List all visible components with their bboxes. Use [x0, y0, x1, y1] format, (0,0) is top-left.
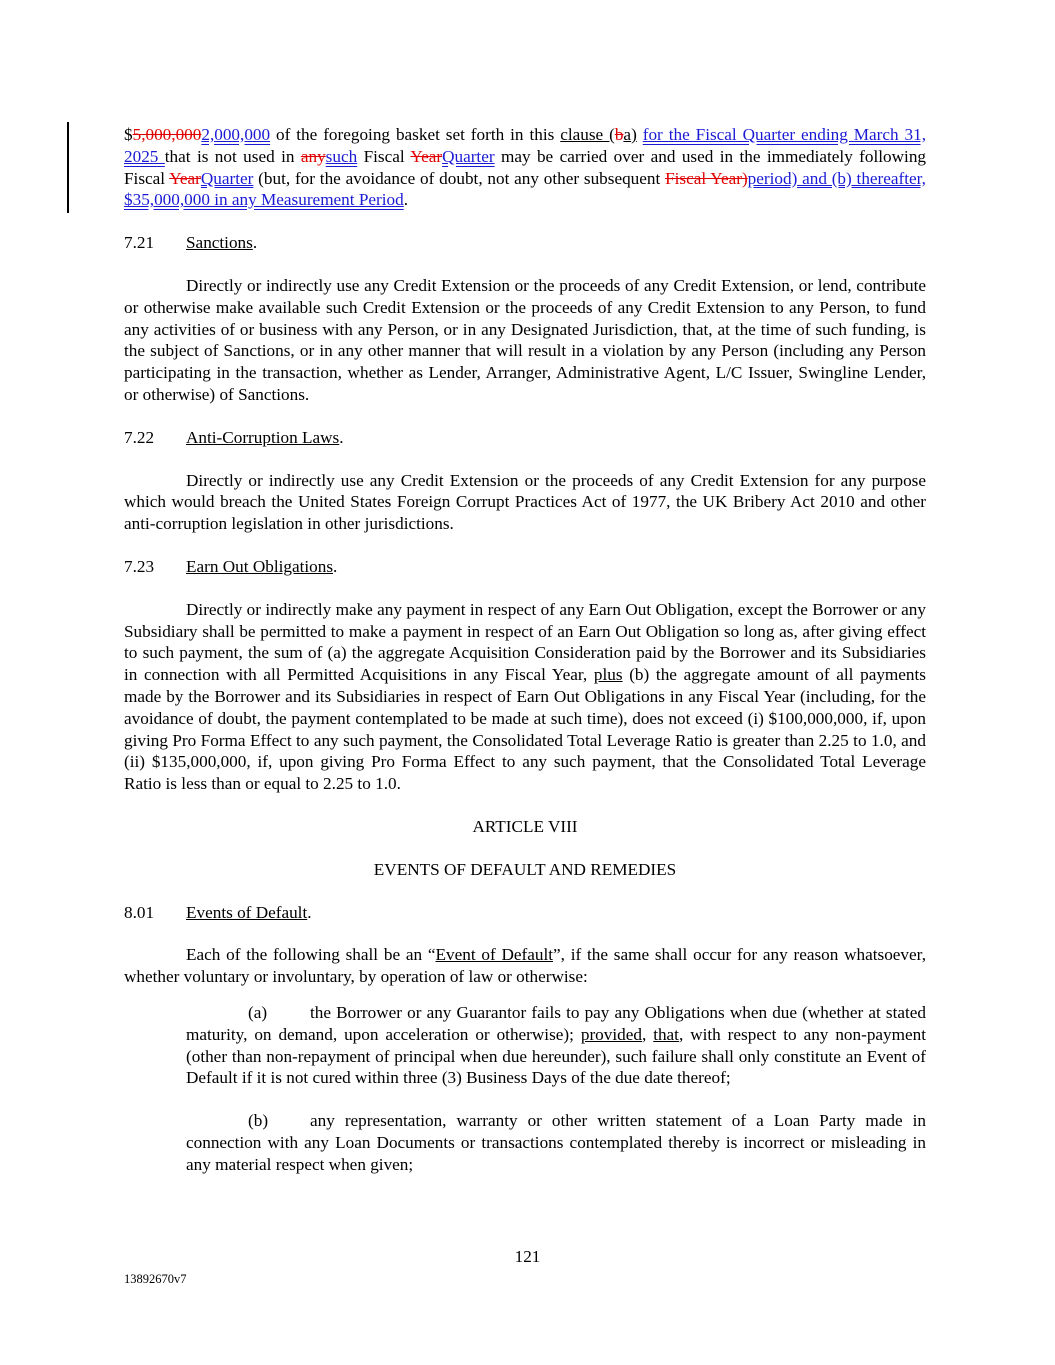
clause-a: (a) the Borrower or any Guarantor fails to pay any Obligations when due (whether at stated maturity, on demand, upon acceleration or otherwise); provided, that, with respect to any non-payment (other than non-repayment of principal when due hereunder), such failure shall only constitute an Event of Default if it is not cured within three (3) Business Days of the due date thereof; [186, 1002, 927, 1088]
article-title: ARTICLE VIII [472, 816, 578, 836]
section-7-21-heading: 7.21 Sanctions. [124, 233, 258, 253]
document-id: 13892670v7 [124, 1272, 187, 1286]
section-7-22-body: Directly or indirectly use any Credit Extension or the proceeds of any Credit Extension for any purpose which would breach the United States Foreign Corrupt Practices Act of 1977, the UK Bribery Act 2010 and other anti-corruption legislation in other jurisdictions. [124, 470, 926, 534]
page-body [124, 124, 926, 1175]
change-bar [67, 122, 69, 213]
page-number: 121 [514, 1247, 541, 1266]
carryover-paragraph: $5,000,0002,000,000 of the foregoing basket set forth in this clause (ba) for the Fiscal Quarter ending March 31, 2025 that is not used in anysuch Fiscal YearQuarter may be carried over and used in the immediately following Fiscal YearQuarter (but, for the avoidance of doubt, not any other subsequent Fiscal Year)period) and (b) thereafter, $35,000,000 in any Measurement Period. [124, 125, 927, 210]
clause-b: (b) any representation, warranty or other written statement of a Loan Party made in connection with any Loan Documents or transactions contemplated thereby is incorrect or misleading in any material respect when given; [186, 1111, 926, 1174]
article-subtitle: EVENTS OF DEFAULT AND REMEDIES [373, 859, 677, 879]
section-8-01-intro: Each of the following shall be an “Event of Default”, if the same shall occur for any reason whatsoever, whether voluntary or involuntary, by operation of law or otherwise: [124, 945, 926, 987]
section-7-21-body: Directly or indirectly use any Credit Extension or the proceeds of any Credit Extension, or lend, contribute or otherwise make available such Credit Extension or the proceeds of any Credit Extension to any Person, to fund any activities of or business with any Person, or in any Designated Jurisdiction, that, at the time of such funding, is the subject of Sanctions, or in any other manner that will result in a violation by any Person (including any Person participating in the transaction, whether as Lender, Arranger, Administrative Agent, L/C Issuer, Swingline Lender, or otherwise) of Sanctions. [124, 275, 926, 404]
section-8-01-heading: 8.01 Events of Default. [124, 902, 312, 922]
section-7-23-heading: 7.23 Earn Out Obligations. [124, 556, 338, 576]
section-7-22-heading: 7.22 Anti-Corruption Laws. [124, 427, 344, 447]
section-7-23-body: Directly or indirectly make any payment in respect of any Earn Out Obligation, except the Borrower or any Subsidiary shall be permitted to make a payment in respect of an Earn Out Obligation so long as, after giving effect to such payment, the sum of (a) the aggregate Acquisition Consideration paid by the Borrower and its Subsidiaries in connection with all Permitted Acquisitions in any Fiscal Year, plus (b) the aggregate amount of all payments made by the Borrower and its Subsidiaries in respect of Earn Out Obligations in any Fiscal Year (including, for the avoidance of doubt, the payment contemplated to be made at such time), does not exceed (i) $100,000,000, if, upon giving Pro Forma Effect to any such payment, the Consolidated Total Leverage Ratio is greater than 2.25 to 1.0, and (ii) $135,000,000, if, upon giving Pro Forma Effect to any such payment, that the Consolidated Total Leverage Ratio is less than or equal to 2.25 to 1.0. [124, 599, 926, 794]
